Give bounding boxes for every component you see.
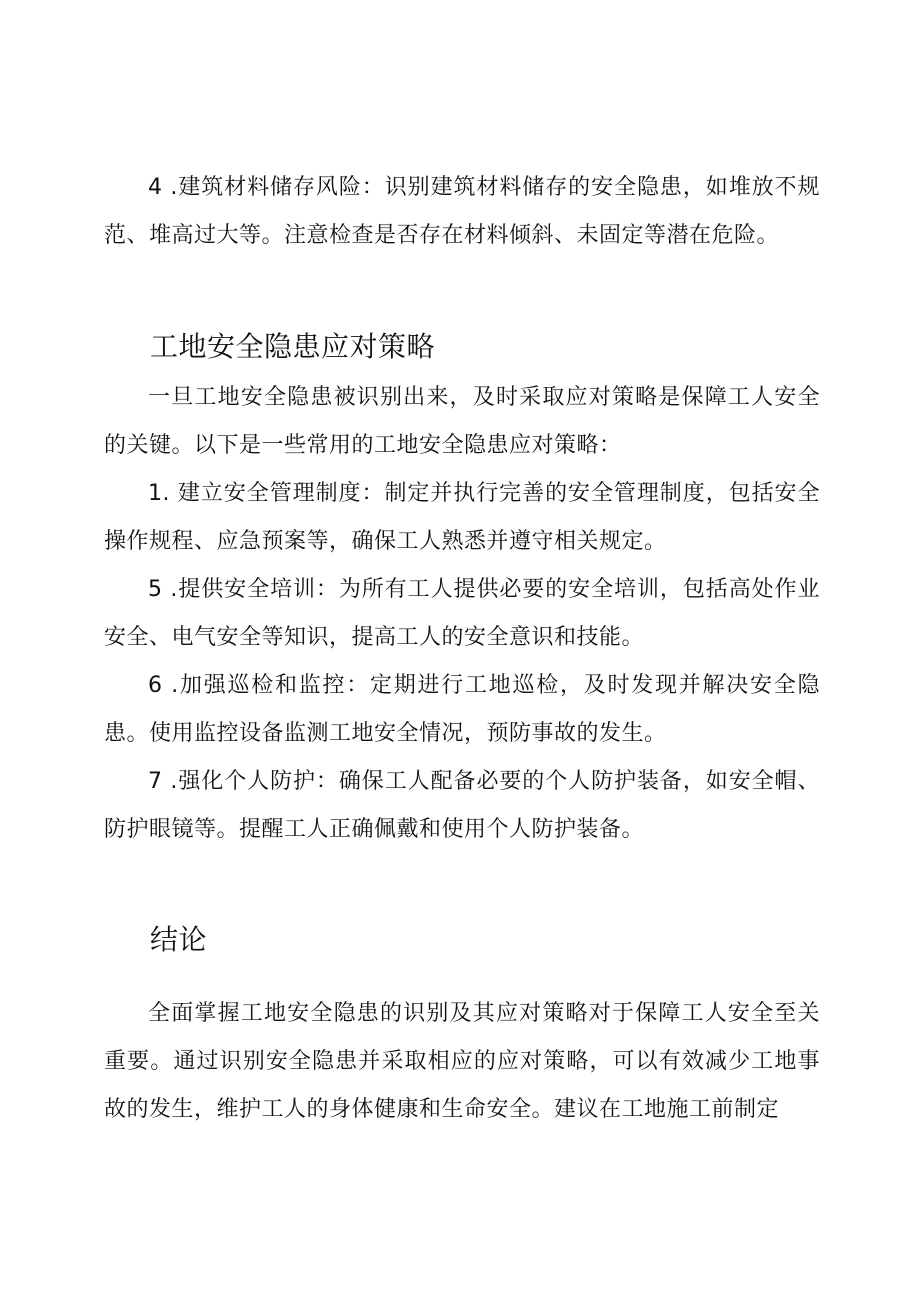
heading-strategies: 工地安全隐患应对策略	[150, 330, 436, 363]
paragraph-strategy-5: 5 .提供安全培训：为所有工人提供必要的安全培训，包括高处作业安全、电气安全等知识，提高工人的安全意识和技能。	[104, 577, 820, 650]
paragraph-strategies-intro: 一旦工地安全隐患被识别出来，及时采取应对策略是保障工人安全的关键。以下是一些常用的工地安全隐患应对策略：	[104, 385, 820, 458]
paragraph-strategy-6: 6 .加强巡检和监控：定期进行工地巡检，及时发现并解决安全隐患。使用监控设备监测工地安全情况，预防事故的发生。	[104, 673, 820, 746]
heading-conclusion: 结论	[150, 923, 208, 956]
paragraph-strategy-7: 7 .强化个人防护：确保工人配备必要的个人防护装备，如安全帽、防护眼镜等。提醒工人正确佩戴和使用个人防护装备。	[104, 769, 820, 842]
paragraph-strategy-1: 1. 建立安全管理制度：制定并执行完善的安全管理制度，包括安全操作规程、应急预案等，确保工人熟悉并遵守相关规定。	[104, 481, 820, 554]
paragraph-conclusion: 全面掌握工地安全隐患的识别及其应对策略对于保障工人安全至关重要。通过识别安全隐患并采取相应的应对策略，可以有效减少工地事故的发生，维护工人的身体健康和生命安全。建议在工地施工前制定	[104, 1001, 820, 1122]
paragraph-item-4: 4 .建筑材料储存风险：识别建筑材料储存的安全隐患，如堆放不规范、堆高过大等。注意检查是否存在材料倾斜、未固定等潜在危险。	[104, 175, 820, 248]
